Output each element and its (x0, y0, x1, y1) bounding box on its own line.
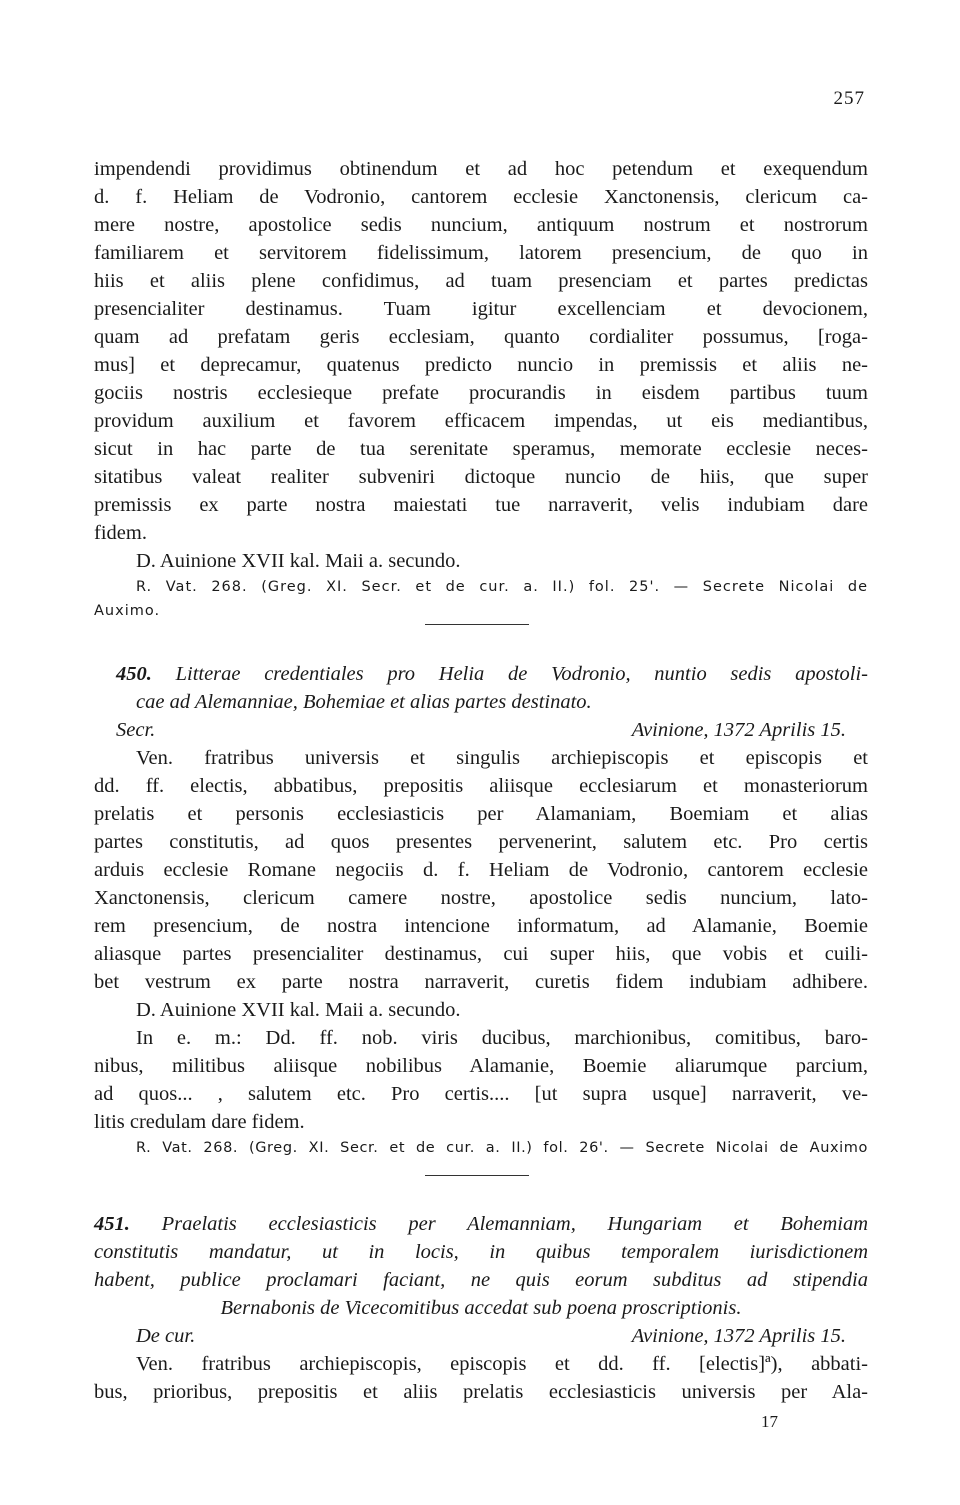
dating-clause: D. Auinione XVII kal. Maii a. secundo. (136, 550, 461, 572)
dating-clause: D. Auinione XVII kal. Maii a. secundo. (136, 999, 461, 1021)
doc-title-cont: habent, publice proclamari faciant, ne quis eorum subditus ad stipendia (94, 1269, 868, 1291)
doc-title: Litterae credentiales pro Helia de Vodronio, nuntio sedis apostoli- (175, 663, 869, 685)
variant-line: litis credulam dare fidem. (94, 1111, 305, 1133)
text-line: prelatis et personis ecclesiasticis per Alamaniam, Boemiam et alias (94, 803, 868, 825)
doc-title-cont: constitutis mandatur, ut in locis, in quibus temporalem iurisdictionem (94, 1241, 868, 1263)
document-451 (94, 1210, 868, 1406)
text-line: Ven. fratribus archiepiscopis, episcopis et dd. ff. [electis]ª), abbati- (136, 1353, 868, 1375)
text-line: familiarem et servitorem fidelissimum, latorem presencium, de quo in (94, 242, 868, 264)
text-line: bet vestrum ex parte nostra narraverit, curetis fidem indubiam adhibere. (94, 971, 868, 993)
text-line: Ven. fratribus universis et singulis archiepiscopis et episcopis et (136, 747, 868, 769)
register-line (94, 1322, 868, 1350)
archival-source: R. Vat. 268. (Greg. XI. Secr. et de cur. a. II.) fol. 25'. — Secrete Nicolai de (136, 579, 868, 595)
place-date: Avinione, 1372 Aprilis 15. (631, 1325, 846, 1347)
text-line: d. f. Heliam de Vodronio, cantorem ecclesie Xanctonensis, clericum ca- (94, 186, 868, 208)
text-line: gociis nostris ecclesieque prefate procurandis in eisdem partibus tuum (94, 382, 868, 404)
register: Secr. (116, 719, 156, 741)
text-line: Xanctonensis, clericum camere nostre, apostolice sedis nuncium, lato- (94, 887, 868, 909)
variant-line: nibus, militibus aliisque nobilibus Alamanie, Boemie aliarumque parcium, (94, 1055, 868, 1077)
text-line: aliasque partes presencialiter destinamus, cui super hiis, que vobis et cuili- (94, 943, 868, 965)
text-line: fidem. (94, 522, 147, 544)
text-line: premissis ex parte nostra maiestati tue narraverit, velis indubiam dare (94, 494, 868, 516)
register: De cur. (136, 1325, 196, 1347)
text-line: providum auxilium et favorem efficacem impendas, ut eis mediantibus, (94, 410, 868, 432)
text-line: sitatibus valeat realiter subveniri dictoque nuncio de hiis, que super (94, 466, 868, 488)
doc-title: Praelatis ecclesiasticis per Alemanniam, Hungariam et Bohemiam (161, 1213, 868, 1235)
text-line: presencialiter destinamus. Tuam igitur excellenciam et devocionem, (94, 298, 868, 320)
document-450 (94, 660, 868, 1160)
archival-source-cont: Auximo. (94, 603, 161, 619)
variant-line: ad quos... , salutem etc. Pro certis.... [ut supra usque] narraverit, ve- (94, 1083, 868, 1105)
doc-heading (94, 660, 868, 688)
separator-rule (425, 624, 529, 625)
separator-rule (425, 1175, 529, 1176)
text-line: hiis et aliis plene confidimus, ad tuam presenciam et partes predictas (94, 270, 868, 292)
place-date: Avinione, 1372 Aprilis 15. (631, 719, 846, 741)
text-line: mere nostre, apostolice sedis nuncium, antiquum nostrum et nostrorum (94, 214, 868, 236)
text-line: rem presencium, de nostra intencione informatum, ad Alamanie, Boemie (94, 915, 868, 937)
text-line: mus] et deprecamur, quatenus predicto nuncio in premissis et aliis ne- (94, 354, 868, 376)
continuation-text (94, 155, 868, 623)
text-line: dd. ff. electis, abbatibus, prepositis aliisque ecclesiarum et monasteriorum (94, 775, 868, 797)
text-line: bus, prioribus, prepositis et aliis prelatis ecclesiasticis universis per Ala- (94, 1381, 868, 1403)
text-line: sicut in hac parte de tua serenitate speramus, memorate ecclesie neces- (94, 438, 868, 460)
doc-heading (94, 1210, 868, 1238)
doc-number: 450. (116, 663, 152, 685)
doc-number: 451. (94, 1213, 130, 1235)
archival-source: R. Vat. 268. (Greg. XI. Secr. et de cur. a. II.) fol. 26'. — Secrete Nicolai de Auximo (136, 1140, 868, 1156)
text-line: impendendi providimus obtinendum et ad hoc petendum et exequendum (94, 158, 868, 180)
sheet-signature: 17 (761, 1412, 778, 1431)
page-number: 257 (833, 88, 865, 109)
text-line: quam ad prefatam geris ecclesiam, quanto cordialiter possumus, [roga- (94, 326, 868, 348)
text-line: arduis ecclesie Romane negociis d. f. Heliam de Vodronio, cantorem ecclesie (94, 859, 868, 881)
doc-title-cont: Bernabonis de Vicecomitibus accedat sub poena proscriptionis. (220, 1297, 742, 1319)
variant-line: In e. m.: Dd. ff. nob. viris ducibus, marchionibus, comitibus, baro- (136, 1027, 868, 1049)
text-line: partes constitutis, ad quos presentes pervenerint, salutem etc. Pro certis (94, 831, 868, 853)
register-line (94, 716, 868, 744)
doc-title-cont: cae ad Alemanniae, Bohemiae et alias partes destinato. (136, 691, 592, 713)
